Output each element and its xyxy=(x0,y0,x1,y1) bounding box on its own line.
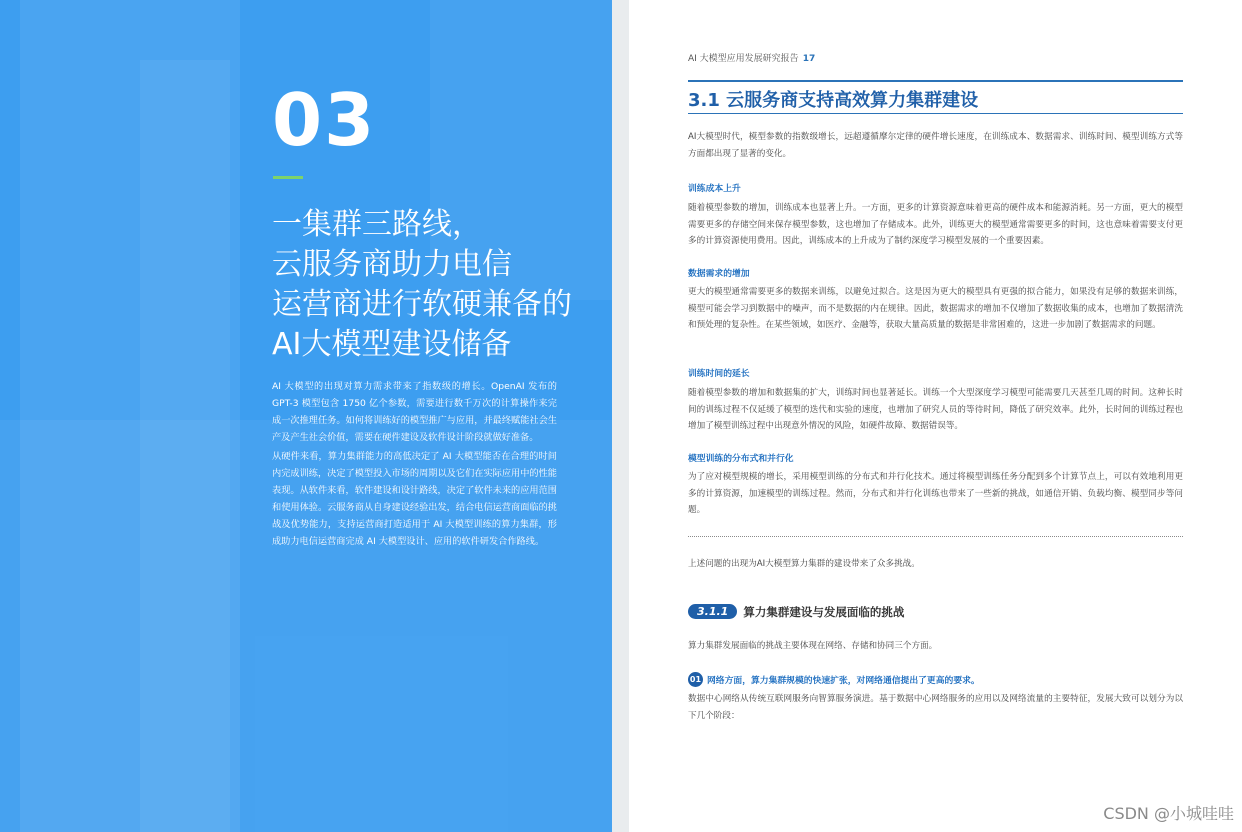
subsection-title: 算力集群建设与发展面临的挑战 xyxy=(743,604,905,619)
item-paragraph: 随着模型参数的增加，训练成本也显著上升。一方面，更多的计算资源意味着更高的硬件成本和能源消耗。另一方面，更大的模型需要更多的存储空间来保存模型参数，这也增加了存储成本。此外，训练更大的模型通常需要更多的时间，这也意味着需要支付更多的计算资源使用费用。因此，训练成本的上升成为了制约深度学习模型发展的一个重要因素。 xyxy=(688,203,1183,246)
item-paragraph: 更大的模型通常需要更多的数据来训练，以避免过拟合。这是因为更大的模型具有更强的拟合能力，如果没有足够的数据来训练，模型可能会学习到数据中的噪声，而不是数据的内在规律。因此，数据需求的增加不仅增加了数据收集的成本，也增加了数据清洗和预处理的复杂性。在某些领域，如医疗、金融等，获取大量高质量的数据是非常困难的，这进一步加剧了数据需求的问题。 xyxy=(688,287,1183,330)
chapter-number: 03 xyxy=(272,78,377,162)
item-paragraph: 为了应对模型规模的增长，采用模型训练的分布式和并行化技术。通过将模型训练任务分配到多个计算节点上，可以有效地利用更多的计算资源，加速模型的训练过程。然而，分布式和并行化训练也带来了一些新的挑战，如通信开销、负载均衡、模型同步等问题。 xyxy=(688,472,1183,515)
item-paragraph: 随着模型参数的增加和数据集的扩大，训练时间也显著延长。训练一个大型深度学习模型可能需要几天甚至几周的时间。这种长时间的训练过程不仅延缓了模型的迭代和实验的速度，也增加了研究人员的等待时间，降低了研究效率。此外，长时间的训练过程也增加了模型训练过程中出现意外情况的风险，如硬件故障、数据错误等。 xyxy=(688,388,1183,431)
running-header xyxy=(688,51,815,64)
accent-line xyxy=(273,176,303,179)
point-number-badge: 01 xyxy=(688,672,703,687)
item-heading: 训练成本上升 xyxy=(688,184,741,194)
item-heading: 数据需求的增加 xyxy=(688,269,750,279)
subsection-number-badge: 3.1.1 xyxy=(688,604,737,619)
running-header-title: AI 大模型应用发展研究报告 xyxy=(688,54,799,64)
subsection-heading xyxy=(688,601,904,621)
summary-text: 上述问题的出现为AI大模型算力集群的建设带来了众多挑战。 xyxy=(688,559,920,569)
chapter-title-line: 运营商进行软硬兼备的 xyxy=(272,287,572,322)
section-rule-bottom xyxy=(688,113,1183,114)
chapter-title xyxy=(272,205,602,365)
item-heading: 训练时间的延长 xyxy=(688,369,750,379)
right-page xyxy=(629,0,1242,832)
section-title: 3.1 云服务商支持高效算力集群建设 xyxy=(688,90,979,111)
intro-paragraph: AI大模型时代，模型参数的指数级增长，远超遵循摩尔定律的硬件增长速度，在训练成本、数据需求、训练时间、模型训练方式等方面都出现了显著的变化。 xyxy=(688,132,1183,159)
section-rule-top xyxy=(688,80,1183,82)
chapter-title-line: 云服务商助力电信 xyxy=(272,247,512,282)
point-paragraph: 数据中心网络从传统互联网服务向智算服务演进。基于数据中心网络服务的应用以及网络流量的主要特征，发展大致可以划分为以下几个阶段： xyxy=(688,694,1183,721)
subsection-intro: 算力集群发展面临的挑战主要体现在网络、存储和协同三个方面。 xyxy=(688,641,938,651)
point-title: 网络方面，算力集群规模的快速扩张，对网络通信提出了更高的要求。 xyxy=(707,676,980,686)
watermark: CSDN @小城哇哇 xyxy=(1103,804,1234,823)
page-number: 17 xyxy=(802,54,816,64)
left-paragraph-1: AI 大模型的出现对算力需求带来了指数级的增长。OpenAI 发布的 GPT-3 模型包含 1750 亿个参数，需要进行数千万次的计算操作来完成一次推理任务。如何将训练好的模型推广与应用，并最终赋能社会生产及产生社会价值，需要在硬件建设及软件设计阶段就做好准备。 xyxy=(272,381,557,443)
chapter-title-line: AI大模型建设储备 xyxy=(272,327,512,362)
item-heading: 模型训练的分布式和并行化 xyxy=(688,454,794,464)
chapter-title-line: 一集群三路线， xyxy=(272,207,482,242)
page-gutter xyxy=(612,0,629,832)
point-heading xyxy=(688,669,980,688)
left-page xyxy=(0,0,612,832)
left-paragraph-2: 从硬件来看，算力集群能力的高低决定了 AI 大模型能否在合理的时间内完成训练，决定了模型投入市场的周期以及它们在实际应用中的性能表现。从软件来看，软件建设和设计路线，决定了软件未来的应用范围和使用体验。云服务商从自身建设经验出发，结合电信运营商面临的挑战及优势能力，支持运营商打造适用于 AI 大模型训练的算力集群，形成助力电信运营商完成 AI 大模型设计、应用的软件研发合作路线。 xyxy=(272,451,557,547)
dotted-divider xyxy=(688,536,1183,537)
